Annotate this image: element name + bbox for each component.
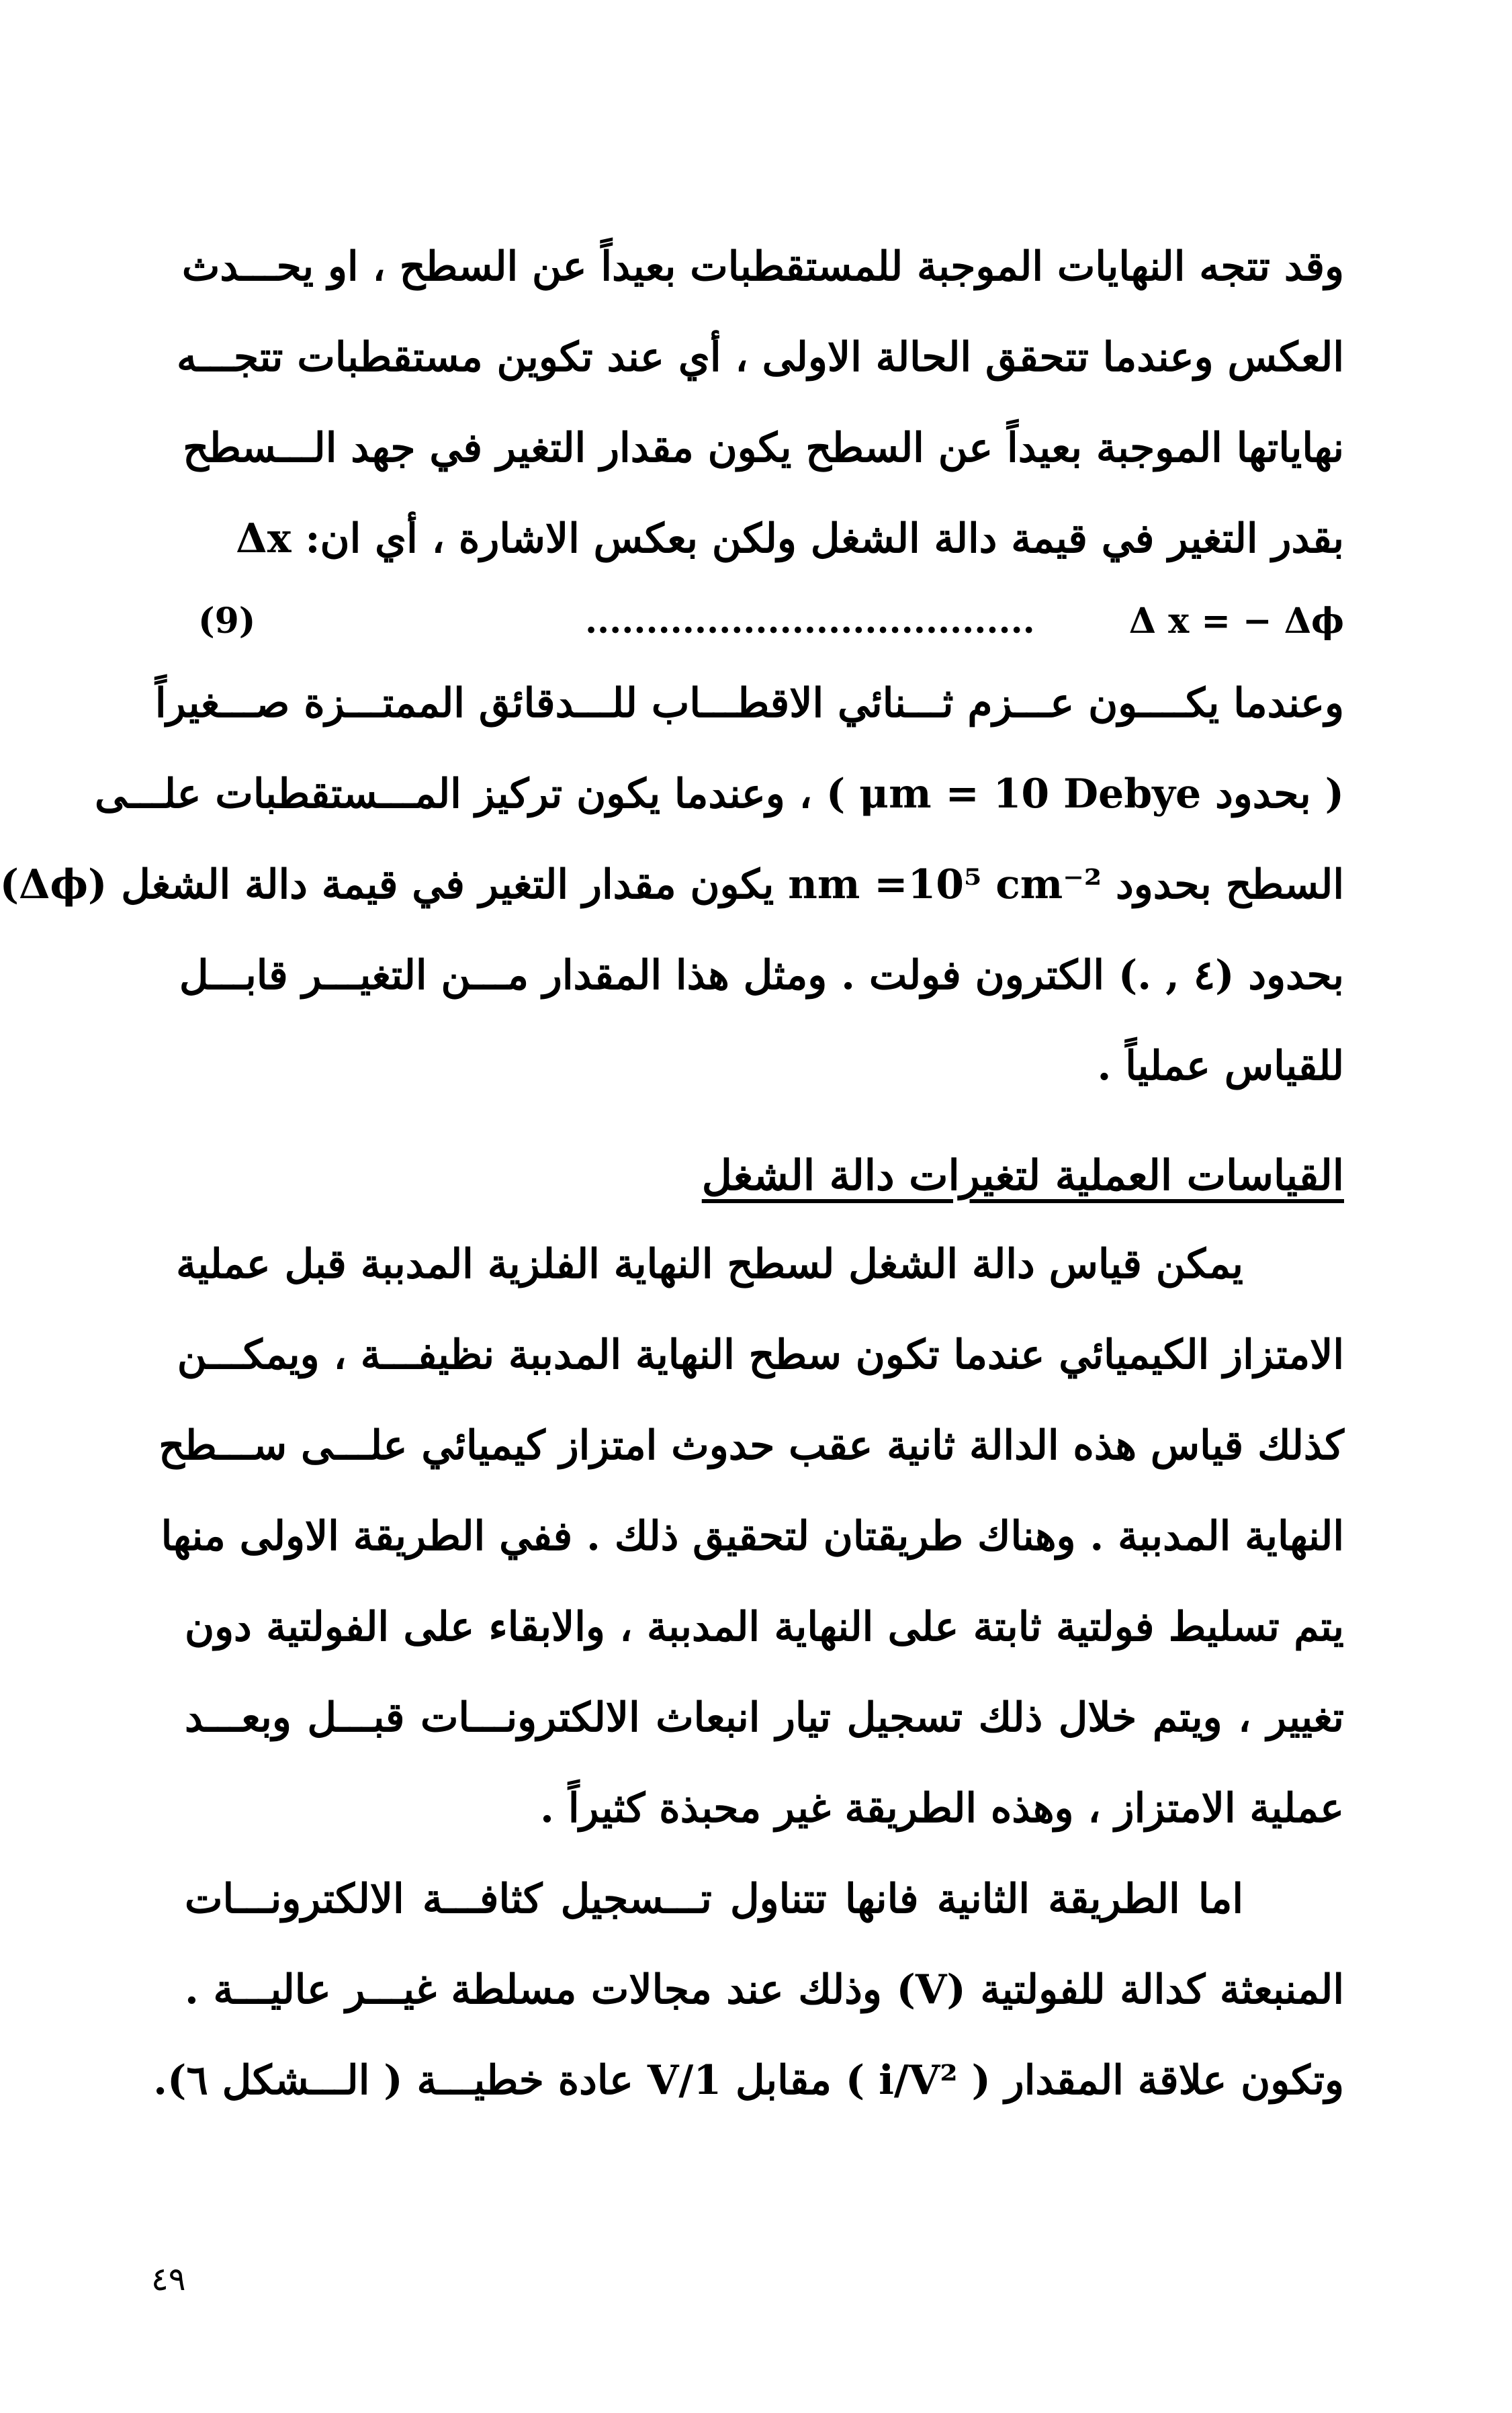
equation-number: (9) <box>198 601 256 642</box>
text-line: ( بحدود μm = 10 Debye ) ، وعندما يكون تركيز المـــستقطبات علـــى <box>95 771 1344 818</box>
page-content <box>0 222 1344 2126</box>
text-line: تغيير ، ويتم خلال ذلك تسجيل تيار انبعاث الالكترونـــات قبـــل وبعـــد <box>185 1694 1344 1741</box>
text-line: نهاياتها الموجبة بعيداً عن السطح يكون مقدار التغير في جهد الـــسطح <box>183 425 1344 472</box>
paragraph-4 <box>153 1854 1344 2126</box>
text-line: العكس وعندما تتحقق الحالة الاولى ، أي عند تكوين مستقطبات تتجـــه <box>177 334 1344 381</box>
text-line: وعندما يكــــون عـــزم ثـــنائي الاقطـــاب للـــدقائق الممتـــزة صـــغيراً <box>154 680 1344 727</box>
text-line: اما الطريقة الثانية فانها تتناول تـــسجيل كثافـــة الالكترونـــات <box>185 1876 1243 1923</box>
text-line: يمكن قياس دالة الشغل لسطح النهاية الفلزية المدببة قبل عملية <box>176 1241 1243 1288</box>
equation-9 <box>185 584 1344 658</box>
text-line: الامتزاز الكيميائي عندما تكون سطح النهاية المدببة نظيفـــة ، ويمكـــن <box>177 1331 1344 1378</box>
text-line: للقياس عملياً . <box>1097 1043 1344 1090</box>
page-number: ٤٩ <box>151 2261 186 2298</box>
equation-formula: Δ x = − Δϕ <box>1128 601 1344 642</box>
text-line: النهاية المدببة . وهناك طريقتان لتحقيق ذلك . ففي الطريقة الاولى منها <box>161 1513 1344 1560</box>
equation-leader-dots: ..................................... <box>584 601 1035 642</box>
text-line: يتم تسليط فولتية ثابتة على النهاية المدببة ، والابقاء على الفولتية دون <box>185 1604 1344 1651</box>
text-line: وقد تتجه النهايات الموجبة للمستقطبات بعيداً عن السطح ، او يحـــدث <box>181 243 1344 290</box>
text-line: بقدر التغير في قيمة دالة الشغل ولكن بعكس الاشارة ، أي ان: Δx <box>236 515 1344 562</box>
text-line: بحدود (٤ , .) الكترون فولت . ومثل هذا المقدار مـــن التغيـــر قابـــل <box>179 952 1344 999</box>
paragraph-2 <box>0 658 1344 1112</box>
text-line: عملية الامتزاز ، وهذه الطريقة غير محبذة كثيراً . <box>540 1785 1344 1832</box>
paragraph-1 <box>177 222 1344 584</box>
section-heading: القياسات العملية لتغيرات دالة الشغل <box>701 1151 1344 1200</box>
text-line: السطح بحدود nm =10⁵ cm⁻² يكون مقدار التغير في قيمة دالة الشغل (Δϕ) <box>0 861 1344 908</box>
paragraph-3 <box>159 1219 1344 1854</box>
text-line: وتكون علاقة المقدار ( i/V² ) مقابل 1/V عادة خطيـــة ( الـــشكل ٦). <box>153 2057 1344 2104</box>
text-line: كذلك قياس هذه الدالة ثانية عقب حدوث امتزاز كيميائي علـــى ســـطح <box>159 1422 1344 1469</box>
text-line: المنبعثة كدالة للفولتية (V) وذلك عند مجالات مسلطة غيـــر عاليـــة . <box>185 1966 1344 2013</box>
